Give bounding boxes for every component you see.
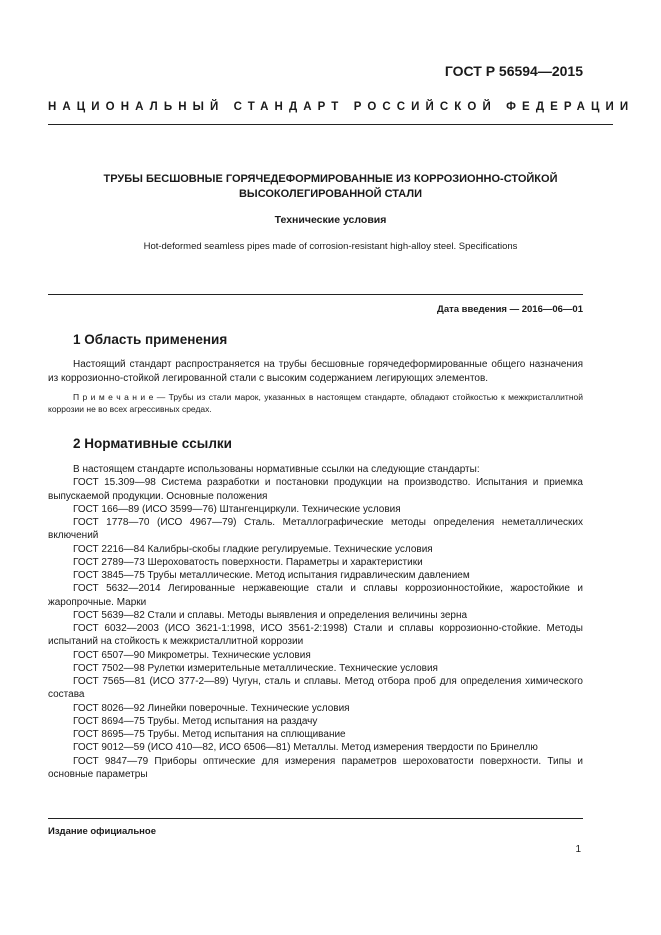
reference-item: ГОСТ 7565—81 (ИСО 377-2—89) Чугун, сталь и сплавы. Метод отбора проб для определения химического состава (48, 676, 583, 701)
english-title: Hot-deformed seamless pipes made of corrosion-resistant high-alloy steel. Specifications (143, 241, 518, 252)
title-rule (48, 294, 583, 295)
note-label: П р и м е ч а н и е (73, 392, 154, 402)
reference-item: ГОСТ 15.309—98 Система разработки и постановки продукции на производство. Испытания и приемка выпускаемой продукции. Основные положения (48, 477, 583, 502)
reference-item: ГОСТ 166—89 (ИСО 3599—76) Штангенциркули. Технические условия (73, 503, 401, 515)
introduction-date: Дата введения — 2016—06—01 (437, 304, 583, 315)
normative-references-list (48, 463, 583, 781)
reference-item: ГОСТ 1778—70 (ИСО 4967—79) Сталь. Металлографические методы определения неметаллических включений (48, 517, 583, 542)
official-edition-label: Издание официальное (48, 826, 156, 837)
header-rule (48, 124, 613, 125)
document-title-line-2: ВЫСОКОЛЕГИРОВАННОЙ СТАЛИ (238, 188, 423, 200)
reference-item: ГОСТ 2216—84 Калибры-скобы гладкие регулируемые. Технические условия (73, 543, 433, 555)
reference-item: ГОСТ 8026—92 Линейки поверочные. Технические условия (73, 702, 350, 714)
section-2-heading: 2 Нормативные ссылки (73, 436, 232, 451)
document-title-line-1: ТРУБЫ БЕСШОВНЫЕ ГОРЯЧЕДЕФОРМИРОВАННЫЕ ИЗ КОРРОЗИОННО-СТОЙКОЙ (103, 173, 558, 185)
reference-item: ГОСТ 3845—75 Трубы металлические. Метод испытания гидравлическим давлением (73, 570, 470, 581)
reference-item: ГОСТ 8695—75 Трубы. Метод испытания на сплющивание (73, 729, 346, 740)
reference-item: ГОСТ 5639—82 Стали и сплавы. Методы выявления и определения величины зерна (73, 609, 468, 621)
section-1-heading: 1 Область применения (73, 332, 228, 347)
page-number: 1 (575, 844, 581, 855)
national-standard-title: НАЦИОНАЛЬНЫЙ СТАНДАРТ РОССИЙСКОЙ ФЕДЕРАЦИИ (48, 101, 635, 113)
reference-item: ГОСТ 6507—90 Микрометры. Технические условия (73, 649, 311, 661)
document-subtitle: Технические условия (274, 214, 387, 226)
note-text: — Трубы из стали марок, указанных в настоящем стандарте, обладают стойкостью к межкристаллитной коррозии не во всех агрессивных средах. (48, 392, 583, 414)
reference-item: ГОСТ 5632—2014 Легированные нержавеющие стали и сплавы коррозионностойкие, жаростойкие и жаропрочные. Марки (48, 583, 583, 608)
reference-item: ГОСТ 2789—73 Шероховатость поверхности. Параметры и характеристики (73, 556, 423, 568)
references-intro: В настоящем стандарте использованы нормативные ссылки на следующие стандарты: (73, 464, 480, 475)
gost-number: ГОСТ Р 56594—2015 (444, 63, 583, 79)
document-title (48, 172, 613, 202)
reference-item: ГОСТ 8694—75 Трубы. Метод испытания на раздачу (73, 715, 318, 727)
section-1-note (48, 391, 583, 415)
reference-item: ГОСТ 6032—2003 (ИСО 3621-1:1998, ИСО 3561-2:1998) Стали и сплавы коррозионно-стойкие. Методы испытаний на стойкость к межкристаллитной коррозии (48, 623, 583, 648)
reference-item: ГОСТ 7502—98 Рулетки измерительные металлические. Технические условия (73, 662, 438, 674)
reference-item: ГОСТ 9012—59 (ИСО 410—82, ИСО 6506—81) Металлы. Метод измерения твердости по Бринеллю (73, 742, 538, 754)
reference-item: ГОСТ 9847—79 Приборы оптические для измерения параметров шероховатости поверхности. Типы и основные параметры (48, 755, 583, 780)
section-1-text: Настоящий стандарт распространяется на трубы бесшовные горячедеформированные общего назначения из коррозионно-стойкой легированной стали с высоким содержанием легирующих элементов. (48, 359, 583, 384)
footer-rule (48, 818, 583, 819)
